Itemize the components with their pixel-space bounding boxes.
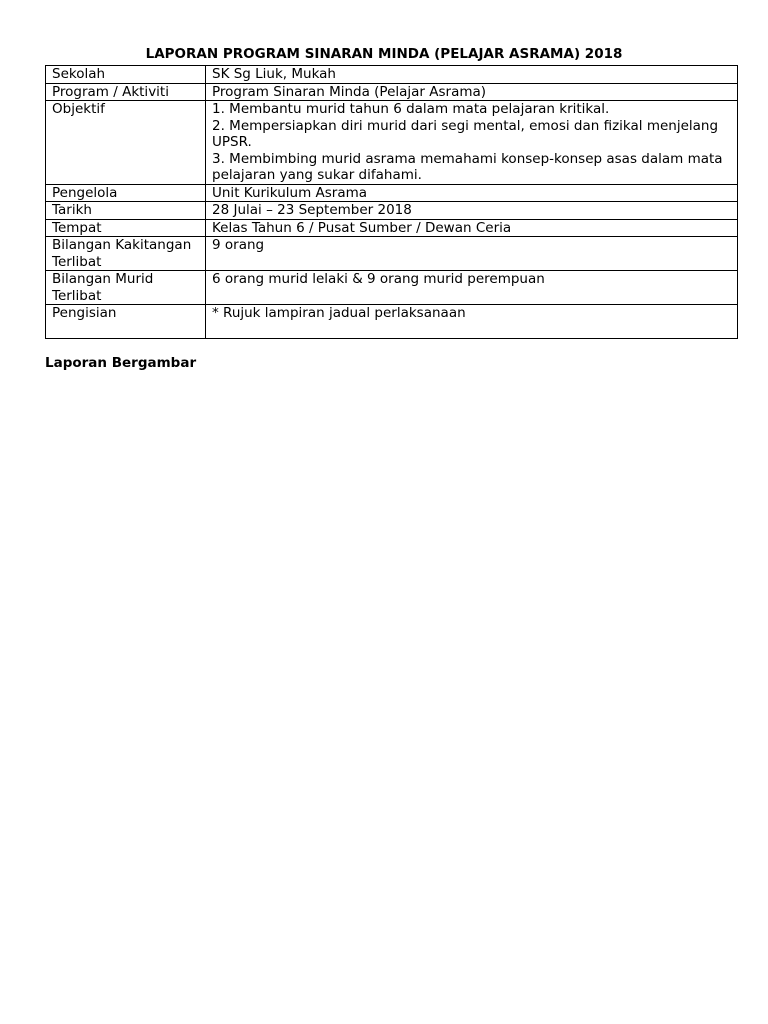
table-row-pengisian xyxy=(46,305,738,339)
row-label-murid: Bilangan Murid Terlibat xyxy=(46,271,206,305)
table-row-program xyxy=(46,83,738,101)
table-row-pengelola xyxy=(46,184,738,202)
row-label-pengelola: Pengelola xyxy=(46,184,206,202)
row-value-pengisian: * Rujuk lampiran jadual perlaksanaan xyxy=(206,305,738,339)
row-label-program: Program / Aktiviti xyxy=(46,83,206,101)
row-label-sekolah: Sekolah xyxy=(46,66,206,84)
row-label-tarikh: Tarikh xyxy=(46,202,206,220)
page-title: LAPORAN PROGRAM SINARAN MINDA (PELAJAR ASRAMA) 2018 xyxy=(145,46,623,62)
row-value-tarikh: 28 Julai – 23 September 2018 xyxy=(206,202,738,220)
objective-item-3: 3. Membimbing murid asrama memahami konsep-konsep asas dalam mata pelajaran yang sukar difahami. xyxy=(212,150,723,183)
row-value-program: Program Sinaran Minda (Pelajar Asrama) xyxy=(206,83,738,101)
row-label-objektif: Objektif xyxy=(46,101,206,185)
row-label-kakitangan: Bilangan Kakitangan Terlibat xyxy=(46,237,206,271)
row-value-tempat: Kelas Tahun 6 / Pusat Sumber / Dewan Ceria xyxy=(206,219,738,237)
table-row-murid xyxy=(46,271,738,305)
row-value-murid: 6 orang murid lelaki & 9 orang murid perempuan xyxy=(206,271,738,305)
row-value-objektif xyxy=(206,101,738,185)
row-label-tempat: Tempat xyxy=(46,219,206,237)
row-label-pengisian: Pengisian xyxy=(46,305,206,339)
table-row-kakitangan xyxy=(46,237,738,271)
section-heading-laporan-bergambar: Laporan Bergambar xyxy=(45,355,197,371)
table-row-sekolah xyxy=(46,66,738,84)
row-value-sekolah: SK Sg Liuk, Mukah xyxy=(206,66,738,84)
row-value-kakitangan: 9 orang xyxy=(206,237,738,271)
table-row-objektif xyxy=(46,101,738,185)
table-row-tempat xyxy=(46,219,738,237)
table-row-tarikh xyxy=(46,202,738,220)
report-info-table xyxy=(45,65,738,339)
objective-item-1: 1. Membantu murid tahun 6 dalam mata pelajaran kritikal. xyxy=(212,101,610,117)
objective-item-2: 2. Mempersiapkan diri murid dari segi mental, emosi dan fizikal menjelang UPSR. xyxy=(212,117,719,150)
row-value-pengelola: Unit Kurikulum Asrama xyxy=(206,184,738,202)
